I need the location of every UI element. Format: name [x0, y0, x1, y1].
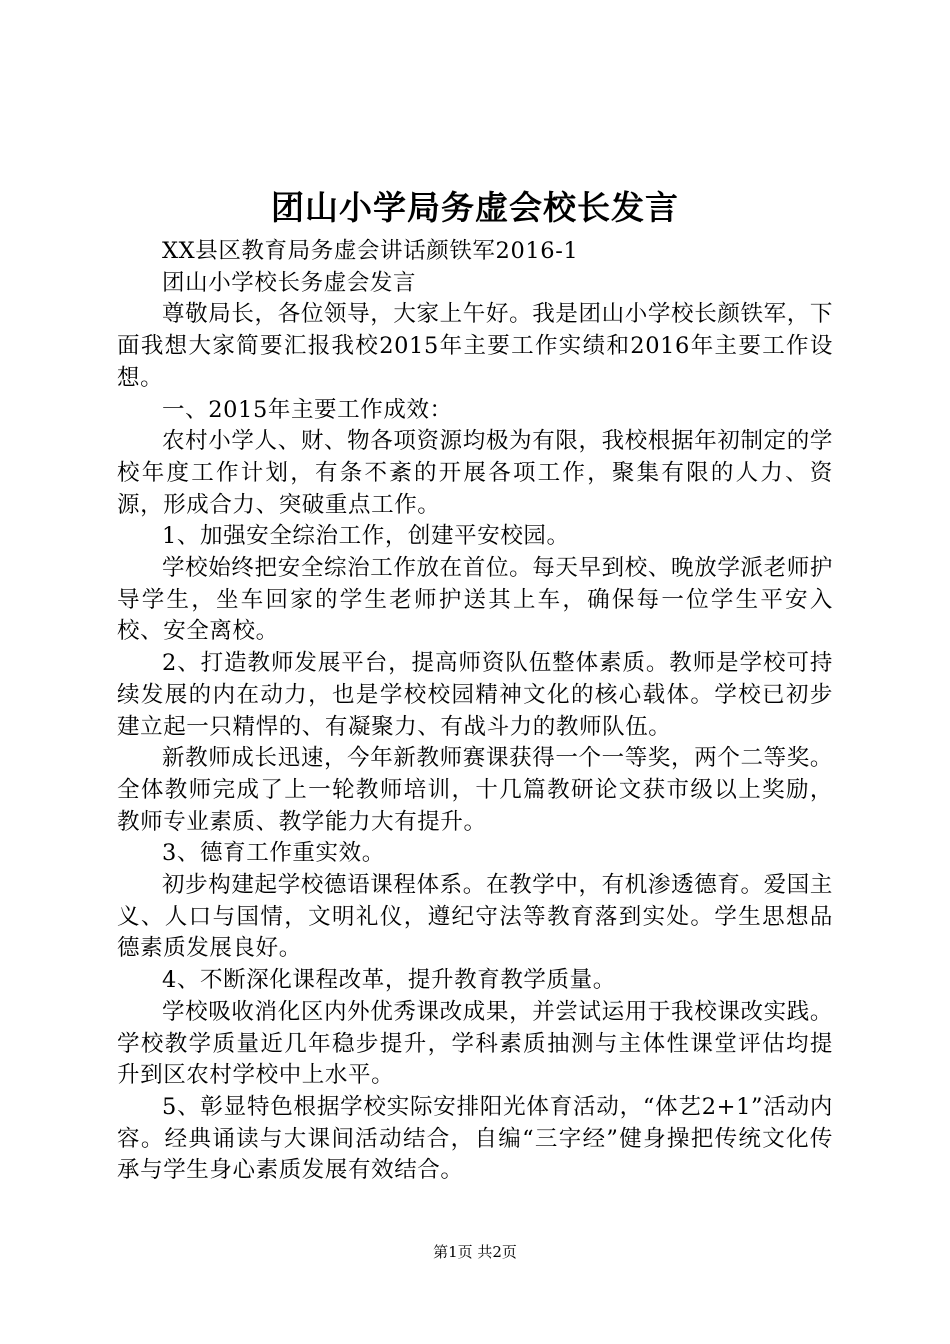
paragraph-overview: 农村小学人、财、物各项资源均极为有限，我校根据年初制定的学校年度工作计划，有条不紊的开展各项工作，聚集有限的人力、资源，形成合力、突破重点工作。 [117, 428, 833, 518]
page-footer: 第1页 共2页 [433, 1243, 517, 1261]
heading-section-one: 一、2015年主要工作成效： [162, 396, 453, 423]
paragraph-features: 5、彰显特色根据学校实际安排阳光体育活动，“体艺2+1”活动内容。经典诵读与大课间活动结合，自编“三字经”健身操把传统文化传承与学生身心素质发展有效结合。 [117, 1093, 833, 1184]
heading-item-safety: 1、加强安全综治工作，创建平安校园。 [162, 523, 570, 550]
paragraph-curriculum: 学校吸收消化区内外优秀课改成果，并尝试运用于我校课改实践。学校教学质量近几年稳步提升，学科素质抽测与主体性课堂评估均提升到区农村学校中上水平。 [117, 998, 833, 1089]
document-body [117, 236, 833, 1187]
paragraph-greeting: 尊敬局长，各位领导，大家上午好。我是团山小学校长颜铁军，下面我想大家简要汇报我校2015年主要工作实绩和2016年主要工作设想。 [117, 301, 833, 391]
paragraph-safety: 学校始终把安全综治工作放在首位。每天早到校、晚放学派老师护导学生，坐车回家的学生老师护送其上车，确保每一位学生平安入校、安全离校。 [117, 555, 833, 645]
paragraph-subtitle-speech: XX县区教育局务虚会讲话颜铁军2016-1 [162, 238, 579, 264]
paragraph-new-teachers: 新教师成长迅速，今年新教师赛课获得一个一等奖，两个二等奖。全体教师完成了上一轮教师培训，十几篇教研论文获市级以上奖励，教师专业素质、教学能力大有提升。 [117, 745, 833, 835]
paragraph-teachers: 2、打造教师发展平台，提高师资队伍整体素质。教师是学校可持续发展的内在动力，也是学校校园精神文化的核心载体。学校已初步建立起一只精悍的、有凝聚力、有战斗力的教师队伍。 [117, 650, 833, 740]
heading-item-curriculum: 4、不断深化课程改革，提升教育教学质量。 [162, 967, 616, 994]
document-title: 团山小学局务虚会校长发言 [271, 188, 679, 227]
paragraph-subtitle-school: 团山小学校长务虚会发言 [162, 269, 417, 296]
paragraph-moral: 初步构建起学校德语课程体系。在教学中，有机渗透德育。爱国主义、人口与国情，文明礼仪，遵纪守法等教育落到实处。学生思想品德素质发展良好。 [117, 872, 833, 962]
heading-item-moral: 3、德育工作重实效。 [162, 840, 385, 867]
